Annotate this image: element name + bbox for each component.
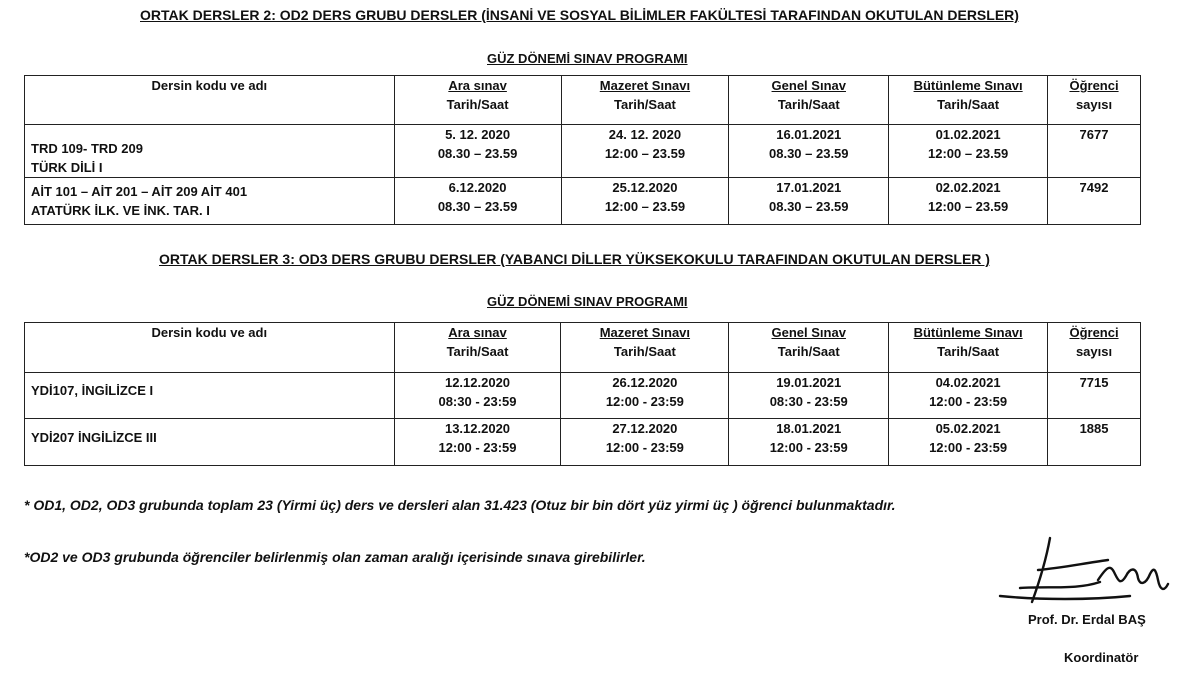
genel-cell: 17.01.2021 08.30 – 23.59: [729, 178, 889, 225]
genel-cell: 16.01.2021 08.30 – 23.59: [729, 125, 889, 178]
header-course: Dersin kodu ve adı: [25, 323, 395, 373]
od3-exam-table: [24, 322, 1141, 466]
genel-cell: 18.01.2021 12:00 - 23:59: [729, 419, 889, 466]
table-row: [25, 178, 1141, 225]
mazeret-cell: 24. 12. 2020 12:00 – 23.59: [561, 125, 729, 178]
header-genel: Genel Sınav Tarih/Saat: [729, 76, 889, 125]
header-genel: Genel Sınav Tarih/Saat: [729, 323, 889, 373]
section1-program-title: GÜZ DÖNEMİ SINAV PROGRAMI: [487, 51, 688, 66]
section2-program-title: GÜZ DÖNEMİ SINAV PROGRAMI: [487, 294, 688, 309]
butunleme-cell: 05.02.2021 12:00 - 23:59: [889, 419, 1048, 466]
ara-cell: 6.12.2020 08.30 – 23.59: [394, 178, 561, 225]
course-cell: TRD 109- TRD 209 TÜRK DİLİ I: [25, 125, 395, 178]
course-cell: YDİ107, İNGİLİZCE I: [25, 373, 395, 419]
od2-exam-table: [24, 75, 1141, 225]
note-total-students: * OD1, OD2, OD3 grubunda toplam 23 (Yirmi üç) ders ve dersleri alan 31.423 (Otuz bir bin dört yüz yirmi üç ) öğrenci bulunmaktadır.: [24, 497, 896, 513]
ogrenci-cell: 7715: [1048, 373, 1141, 419]
table-row: [25, 419, 1141, 466]
butunleme-cell: 02.02.2021 12:00 – 23.59: [889, 178, 1048, 225]
table-row: [25, 373, 1141, 419]
ogrenci-cell: 7677: [1048, 125, 1141, 178]
mazeret-cell: 26.12.2020 12:00 - 23:59: [561, 373, 729, 419]
header-ara: Ara sınav Tarih/Saat: [394, 323, 561, 373]
signatory-name: Prof. Dr. Erdal BAŞ: [1028, 612, 1146, 627]
header-ogrenci: Öğrenci sayısı: [1048, 76, 1141, 125]
header-course: Dersin kodu ve adı: [25, 76, 395, 125]
ara-cell: 13.12.2020 12:00 - 23:59: [394, 419, 561, 466]
course-cell: YDİ207 İNGİLİZCE III: [25, 419, 395, 466]
butunleme-cell: 01.02.2021 12:00 – 23.59: [889, 125, 1048, 178]
header-mazeret: Mazeret Sınavı Tarih/Saat: [561, 323, 729, 373]
ara-cell: 5. 12. 2020 08.30 – 23.59: [394, 125, 561, 178]
header-ara: Ara sınav Tarih/Saat: [394, 76, 561, 125]
ara-cell: 12.12.2020 08:30 - 23:59: [394, 373, 561, 419]
mazeret-cell: 25.12.2020 12:00 – 23.59: [561, 178, 729, 225]
header-butunleme: Bütünleme Sınavı Tarih/Saat: [889, 323, 1048, 373]
course-cell: AİT 101 – AİT 201 – AİT 209 AİT 401 ATATÜRK İLK. VE İNK. TAR. I: [25, 178, 395, 225]
mazeret-cell: 27.12.2020 12:00 - 23:59: [561, 419, 729, 466]
genel-cell: 19.01.2021 08:30 - 23:59: [729, 373, 889, 419]
butunleme-cell: 04.02.2021 12:00 - 23:59: [889, 373, 1048, 419]
table-header-row: [25, 323, 1141, 373]
table-header-row: [25, 76, 1141, 125]
table-row: [25, 125, 1141, 178]
header-mazeret: Mazeret Sınavı Tarih/Saat: [561, 76, 729, 125]
header-butunleme: Bütünleme Sınavı Tarih/Saat: [889, 76, 1048, 125]
note-time-range: *OD2 ve OD3 grubunda öğrenciler belirlenmiş olan zaman aralığı içerisinde sınava girebilirler.: [24, 549, 646, 565]
signature-image: [980, 530, 1180, 610]
ogrenci-cell: 1885: [1048, 419, 1141, 466]
section1-title: ORTAK DERSLER 2: OD2 DERS GRUBU DERSLER (İNSANİ VE SOSYAL BİLİMLER FAKÜLTESİ TARAFINDAN OKUTULAN DERSLER): [140, 7, 1019, 23]
header-ogrenci: Öğrenci sayısı: [1048, 323, 1141, 373]
ogrenci-cell: 7492: [1048, 178, 1141, 225]
section2-title: ORTAK DERSLER 3: OD3 DERS GRUBU DERSLER (YABANCI DİLLER YÜKSEKOKULU TARAFINDAN OKUTULAN DERSLER ): [159, 251, 990, 267]
signatory-role: Koordinatör: [1064, 650, 1139, 665]
